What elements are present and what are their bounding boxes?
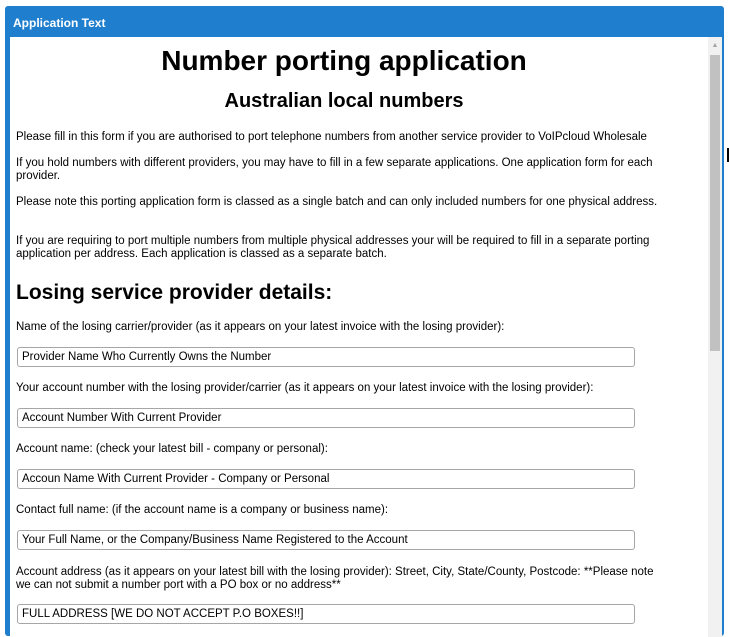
account-name-input[interactable]: Accoun Name With Current Provider - Company or Personal <box>17 469 635 489</box>
field-label-account-number: Your account number with the losing provider/carrier (as it appears on your latest invoice with the losing provider): <box>16 382 594 394</box>
section-heading-losing-provider: Losing service provider details: <box>16 281 333 304</box>
panel-title: Application Text <box>13 16 106 30</box>
intro-paragraph: Please fill in this form if you are authorised to port telephone numbers from another service provider to VoIPcloud Wholesale <box>16 131 647 143</box>
contact-name-input[interactable]: Your Full Name, or the Company/Business Name Registered to the Account <box>17 530 635 550</box>
scrollbar-thumb[interactable] <box>710 55 720 351</box>
field-label-losing-carrier: Name of the losing carrier/provider (as it appears on your latest invoice with the losing provider): <box>16 321 505 333</box>
providers-paragraph: If you hold numbers with different providers, you may have to fill in a few separate applications. One application form for each provider. <box>16 157 653 182</box>
account-number-input[interactable]: Account Number With Current Provider <box>17 408 635 428</box>
multiple-addresses-paragraph: If you are requiring to port multiple numbers from multiple physical addresses your will be required to fill in a separate porting application per address. Each application is classed as a separate batch. <box>16 235 650 260</box>
panel-content[interactable] <box>10 37 722 637</box>
page-title: Number porting application <box>161 45 527 76</box>
page-subtitle: Australian local numbers <box>224 90 464 112</box>
field-label-contact-name: Contact full name: (if the account name is a company or business name): <box>16 504 389 516</box>
application-text-panel <box>5 6 724 636</box>
field-label-account-name: Account name: (check your latest bill - company or personal): <box>16 443 328 455</box>
scroll-up-arrow-icon[interactable]: ▲ <box>711 42 719 49</box>
vertical-scrollbar[interactable] <box>708 37 722 637</box>
field-label-account-address: Account address (as it appears on your latest bill with the losing provider): Street, City, State/County, Postcode: **Please note we can not submit a number port with a PO box or no address** <box>16 566 654 591</box>
batch-paragraph: Please note this porting application form is classed as a single batch and can only included numbers for one physical address. <box>16 196 658 208</box>
account-address-input[interactable]: FULL ADDRESS [WE DO NOT ACCEPT P.O BOXES!!] <box>17 604 635 624</box>
losing-carrier-input[interactable]: Provider Name Who Currently Owns the Number <box>17 347 635 367</box>
